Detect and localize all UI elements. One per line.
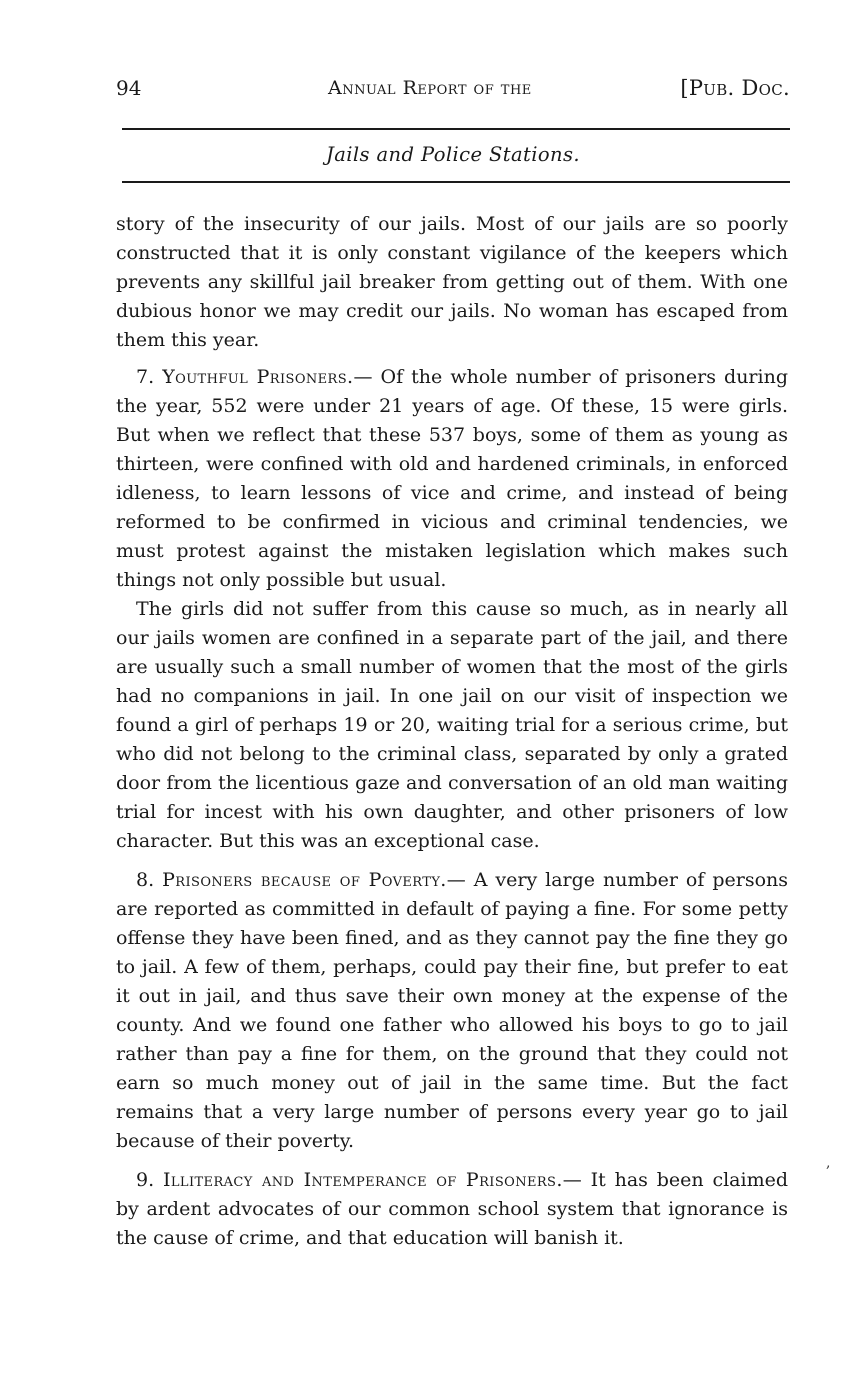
section-number: 9.	[136, 1169, 155, 1191]
section-heading: Youthful Prisoners.	[162, 366, 354, 388]
header-rule-bottom	[122, 181, 790, 183]
margin-mark: ,	[826, 1155, 831, 1171]
paragraph-text: — A very large number of persons are reported as committed in default of paying a fine. For some petty offense they have been fined, and as they cannot pay the fine they go to jail. A few of them, perhaps, could pay their fine, but prefer to eat it out in jail, and thus save their own money at the expense of the county. And we found one father who allowed his boys to go to jail rather than pay a fine for them, on the ground that they could not earn so much money out of jail in the same time. But the fact remains that a very large number of persons every year go to jail because of their poverty.	[116, 869, 789, 1152]
report-title: Annual Report of the	[328, 77, 532, 99]
paragraph-text: — Of the whole number of prisoners during the year, 552 were under 21 years of age. Of these, 15 were girls. But when we reflect that these 537 boys, some of them as young as thirteen, were confined with old and hardened criminals, in enforced idleness, to learn lessons of vice and crime, and instead of being reformed to be confirmed in vicious and criminal tendencies, we must protest against the mistaken legislation which makes such things not only possible but usual.	[116, 366, 788, 591]
paragraph-youthful-prisoners	[116, 363, 788, 595]
section-number: 7.	[136, 366, 155, 388]
body-text	[116, 210, 788, 1253]
paragraph-text: — It has been claimed by ardent advocates of our common school system that ignorance is the cause of crime, and that education will banish it.	[116, 1169, 789, 1249]
paragraph-text: The girls did not suffer from this cause so much, as in nearly all our jails women are confined in a separate part of the jail, and there are usually such a small number of women that the most of the girls had no companions in jail. In one jail on our visit of inspection we found a girl of perhaps 19 or 20, waiting trial for a serious crime, but who did not belong to the criminal class, separated by only a grated door from the licentious gaze and conversation of an old man waiting trial for incest with his own daughter, and other prisoners of low character. But this was an exceptional case.	[116, 598, 788, 852]
paragraph-girls	[116, 595, 788, 856]
paragraph-illiteracy	[116, 1166, 788, 1253]
section-heading: Illiteracy and Intemperance of Prisoners.	[162, 1169, 563, 1191]
header-rule-top	[122, 128, 790, 130]
section-heading: Prisoners because of Poverty.	[162, 869, 447, 891]
section-title: Jails and Police Stations.	[326, 143, 580, 166]
section-number: 8.	[136, 869, 155, 891]
paragraph-text: story of the insecurity of our jails. Most of our jails are so poorly constructed that it is only constant vigilance of the keepers which prevents any skillful jail breaker from getting out of them. With one dubious honor we may credit our jails. No woman has escaped from them this year.	[116, 213, 788, 351]
paragraph-poverty	[116, 866, 788, 1156]
page-number: 94	[116, 76, 142, 100]
running-head	[116, 76, 790, 104]
paragraph-continuation	[116, 210, 788, 355]
document-label: [Pub. Doc.	[680, 76, 790, 100]
